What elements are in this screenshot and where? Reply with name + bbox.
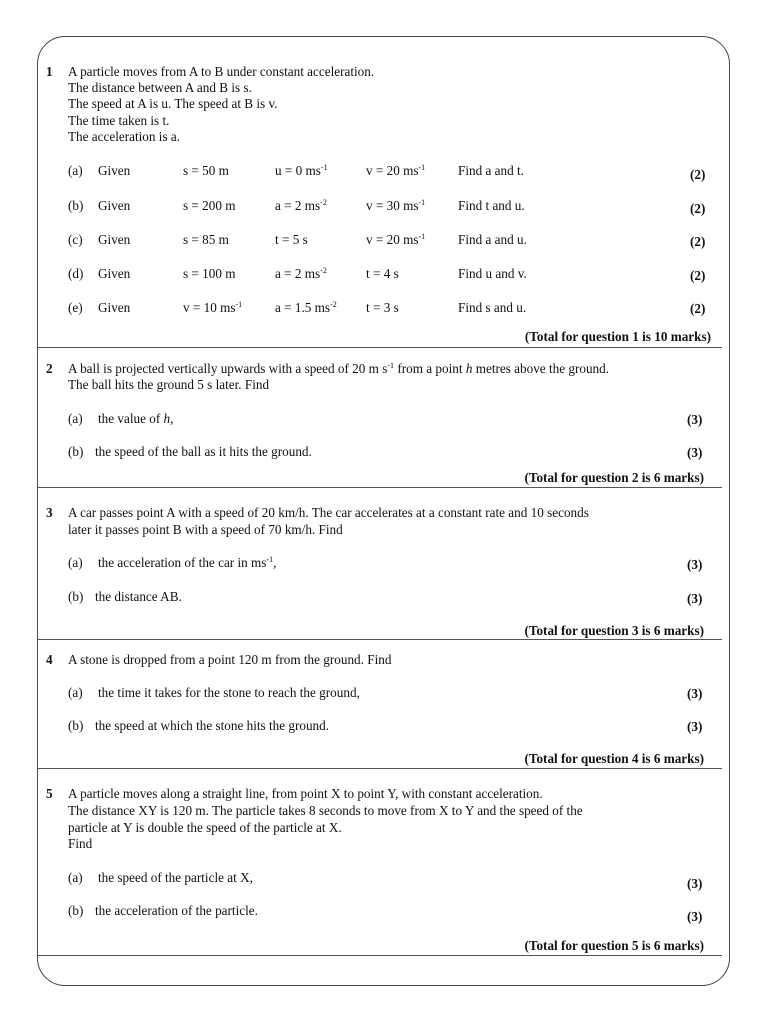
given-value-3: t = 3 s — [366, 300, 399, 315]
part-text: the time it takes for the stone to reach the ground, — [98, 685, 360, 700]
given-label: Given — [98, 300, 131, 315]
marks: (3) — [687, 557, 703, 572]
part-label: (b) — [68, 718, 84, 733]
part-text: the speed at which the stone hits the ground. — [95, 718, 330, 733]
part-label: (a) — [68, 411, 83, 426]
find-text: Find a and u. — [458, 232, 527, 247]
given-value-3: v = 20 $ms^{-1}$ — [366, 232, 426, 247]
given-value-3: t = 4 s — [366, 266, 399, 281]
part-text: the speed of the particle at X, — [98, 870, 253, 885]
given-value-1: s = 100 m — [183, 266, 236, 281]
part-label: (e) — [68, 300, 83, 315]
given-value-2: a = 2 $ms^{-2}$ — [275, 266, 327, 281]
find-text: Find u and v. — [458, 266, 527, 281]
question-5-number: 5 — [46, 786, 53, 801]
q4-total: (Total for question 4 is 6 marks) — [524, 751, 704, 766]
divider — [38, 347, 722, 348]
question-3-number: 3 — [46, 505, 53, 520]
q2-stem-line-2: The ball hits the ground 5 s later. Find — [68, 377, 270, 392]
part-text: the value of h, — [98, 411, 174, 426]
q5-total: (Total for question 5 is 6 marks) — [524, 938, 704, 953]
marks: (3) — [687, 719, 703, 734]
part-label: (a) — [68, 685, 83, 700]
find-text: Find a and t. — [458, 163, 524, 178]
q5-stem-line-3: particle at Y is double the speed of the particle at X. — [68, 820, 342, 835]
given-value-3: v = 20 $ms^{-1}$ — [366, 163, 426, 178]
q1-stem-line-4: The time taken is t. — [68, 113, 170, 128]
part-label: (b) — [68, 198, 84, 213]
marks: (3) — [687, 686, 703, 701]
marks: (2) — [690, 301, 706, 316]
divider — [38, 768, 722, 769]
marks: (3) — [687, 445, 703, 460]
question-1-number: 1 — [46, 64, 53, 79]
marks: (3) — [687, 909, 703, 924]
q1-total: (Total for question 1 is 10 marks) — [524, 329, 711, 344]
q3-total: (Total for question 3 is 6 marks) — [524, 623, 704, 638]
part-label: (a) — [68, 163, 83, 178]
part-label: (a) — [68, 555, 83, 570]
part-text: the speed of the ball as it hits the ground. — [95, 444, 312, 459]
q3-stem-line-2: later it passes point B with a speed of 70 km/h. Find — [68, 522, 343, 537]
divider — [38, 955, 722, 956]
given-value-2: a = 2 $ms^{-2}$ — [275, 198, 327, 213]
q2-stem-line-1: A ball is projected vertically upwards with a speed of 20 m $s^{-1}$ from a point h metres above the ground. — [68, 361, 610, 376]
marks: (2) — [690, 201, 706, 216]
part-label: (b) — [68, 903, 84, 918]
part-text: the acceleration of the car in $ms^{-1}$, — [98, 555, 277, 570]
given-label: Given — [98, 232, 131, 247]
find-text: Find t and u. — [458, 198, 525, 213]
given-value-1: s = 85 m — [183, 232, 229, 247]
q1-stem-line-5: The acceleration is a. — [68, 129, 181, 144]
divider — [38, 487, 722, 488]
given-value-2: a = 1.5 $ms^{-2}$ — [275, 300, 337, 315]
given-value-1: s = 200 m — [183, 198, 236, 213]
marks: (2) — [690, 234, 706, 249]
given-value-2: u = 0 $ms^{-1}$ — [275, 163, 328, 178]
marks: (3) — [687, 876, 703, 891]
find-text: Find s and u. — [458, 300, 527, 315]
question-2-number: 2 — [46, 361, 53, 376]
given-label: Given — [98, 163, 131, 178]
marks: (3) — [687, 591, 703, 606]
given-label: Given — [98, 198, 131, 213]
q1-stem-line-1: A particle moves from A to B under constant acceleration. — [68, 64, 375, 79]
question-4-number: 4 — [46, 652, 53, 667]
given-label: Given — [98, 266, 131, 281]
part-label: (c) — [68, 232, 83, 247]
marks: (3) — [687, 412, 703, 427]
given-value-1: v = 10 $ms^{-1}$ — [183, 300, 243, 315]
given-value-1: s = 50 m — [183, 163, 229, 178]
q3-stem-line-1: A car passes point A with a speed of 20 km/h. The car accelerates at a constant rate and 10 seconds — [68, 505, 589, 520]
q5-stem-line-2: The distance XY is 120 m. The particle takes 8 seconds to move from X to Y and the speed of the — [68, 803, 583, 818]
part-label: (b) — [68, 444, 84, 459]
q2-total: (Total for question 2 is 6 marks) — [524, 470, 704, 485]
q1-stem-line-2: The distance between A and B is s. — [68, 80, 252, 95]
part-text: the acceleration of the particle. — [95, 903, 258, 918]
part-label: (d) — [68, 266, 84, 281]
given-value-2: t = 5 s — [275, 232, 308, 247]
part-label: (b) — [68, 589, 84, 604]
q1-stem-line-3: The speed at A is u. The speed at B is v. — [68, 96, 278, 111]
divider — [38, 639, 722, 640]
part-text: the distance AB. — [95, 589, 182, 604]
marks: (2) — [690, 167, 706, 182]
given-value-3: v = 30 $ms^{-1}$ — [366, 198, 426, 213]
marks: (2) — [690, 268, 706, 283]
q5-stem-line-1: A particle moves along a straight line, from point X to point Y, with constant acceleration. — [68, 786, 543, 801]
part-label: (a) — [68, 870, 83, 885]
q4-stem-line-1: A stone is dropped from a point 120 m from the ground. Find — [68, 652, 392, 667]
q5-stem-line-4: Find — [68, 836, 93, 851]
